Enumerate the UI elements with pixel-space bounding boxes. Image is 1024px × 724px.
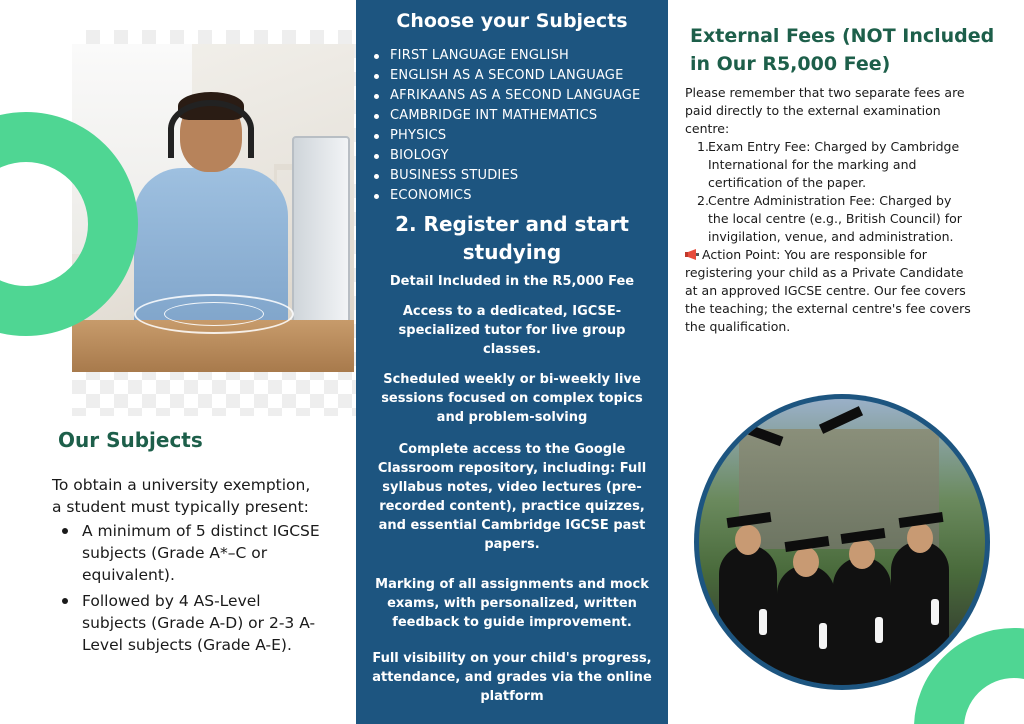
fee-text: Centre Administration Fee: Charged by the local centre (e.g., British Council) for invigilation, venue, and administration. (708, 193, 962, 244)
list-item: ECONOMICS (370, 186, 640, 206)
list-item: ENGLISH AS A SECOND LANGUAGE (370, 66, 640, 86)
diploma-scroll-icon (875, 617, 883, 643)
graduate-face (849, 539, 875, 569)
feature-marking: Marking of all assignments and mock exams, with personalized, written feedback to guide improvement. (375, 577, 649, 630)
list-item: FIRST LANGUAGE ENGLISH (370, 46, 640, 66)
left-panel (0, 0, 356, 724)
fee-text: Exam Entry Fee: Charged by Cambridge International for the marking and certification of the paper. (708, 139, 960, 190)
right-panel (668, 0, 1024, 724)
fee-detail-heading: Detail Included in the R5,000 Fee (389, 274, 635, 289)
megaphone-icon (685, 249, 699, 260)
external-fees-heading: External Fees (NOT Included in Our R5,000 Fee) (690, 25, 995, 75)
graduate-face (907, 523, 933, 553)
photo-monitor (292, 136, 350, 326)
list-item: BUSINESS STUDIES (370, 166, 640, 186)
external-fees-intro: Please remember that two separate fees are paid directly to the external examination centre: (685, 85, 965, 136)
hologram-ring-inner (164, 302, 264, 326)
headset-icon (168, 100, 254, 158)
list-number: 2. (697, 193, 709, 208)
diploma-scroll-icon (759, 609, 767, 635)
external-fees-body (685, 84, 975, 336)
graduate-figure (719, 545, 777, 685)
list-item: AFRIKAANS AS A SECOND LANGUAGE (370, 86, 640, 106)
feature-tutor: Access to a dedicated, IGCSE-specialized tutor for live group classes. (398, 304, 626, 357)
feature-classroom: Complete access to the Google Classroom repository, including: Full syllabus notes, video lectures (pre-recorded content), practice quizzes, and essential Cambridge IGCSE past papers. (377, 442, 647, 552)
list-item (685, 192, 975, 246)
graduate-face (735, 525, 761, 555)
list-item: CAMBRIDGE INT MATHEMATICS (370, 106, 640, 126)
list-number: 1. (697, 139, 709, 154)
list-item: PHYSICS (370, 126, 640, 146)
register-heading: 2. Register and start studying (395, 212, 629, 264)
requirements-list (52, 520, 322, 656)
graduate-face (793, 547, 819, 577)
action-point-text: Action Point: You are responsible for registering your child as a Private Candidate at an approved IGCSE centre. Our fee covers the teaching; the external centre's fee covers the qualification. (685, 247, 971, 334)
action-point (685, 246, 975, 336)
feature-visibility: Full visibility on your child's progress, attendance, and grades via the online platform (372, 651, 652, 704)
feature-sessions: Scheduled weekly or bi-weekly live sessions focused on complex topics and problem-solving (381, 372, 643, 425)
list-item: Followed by 4 AS-Level subjects (Grade A-D) or 2-3 A-Level subjects (Grade A-E). (52, 590, 322, 656)
diploma-scroll-icon (819, 623, 827, 649)
fee-list (685, 138, 975, 246)
subjects-requirements (52, 474, 322, 656)
middle-panel (356, 0, 668, 724)
graduates-photo (694, 394, 990, 690)
list-item (685, 138, 975, 192)
diploma-scroll-icon (931, 599, 939, 625)
graduates-photo-inner (699, 399, 985, 685)
choose-subjects-heading: Choose your Subjects (396, 10, 628, 32)
list-item: A minimum of 5 distinct IGCSE subjects (Grade A*–C or equivalent). (52, 520, 322, 586)
subject-list (370, 46, 640, 206)
requirements-intro: To obtain a university exemption, a student must typically present: (52, 476, 311, 516)
our-subjects-heading: Our Subjects (58, 428, 203, 452)
list-item: BIOLOGY (370, 146, 640, 166)
